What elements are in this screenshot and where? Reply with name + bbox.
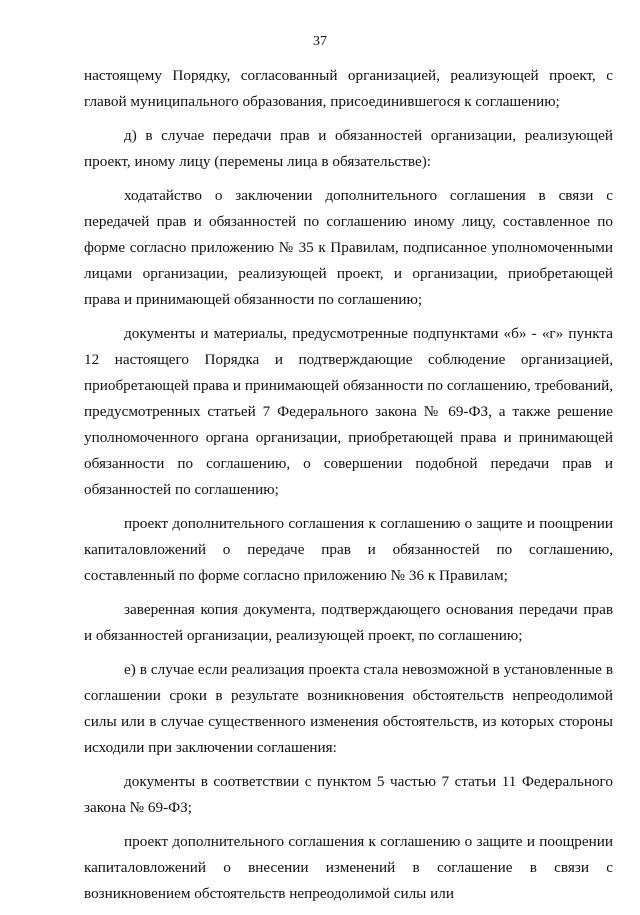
paragraph-documents-materials: документы и материалы, предусмотренные подпунктами «б» - «г» пункта 12 настоящего Порядка и подтверждающие соблюдение организацией, приобретающей права и принимающей обязанности по соглашению, требований, предусмотренных статьей 7 Федерального закона № 69-ФЗ, а также решение уполномоченного органа организации, приобретающей права и принимающей обязанности по соглашению, о совершении подобной передачи прав и обязанностей по соглашению; bbox=[84, 325, 613, 498]
paragraph-documents-law: документы в соответствии с пунктом 5 частью 7 статьи 11 Федерального закона № 69-ФЗ; bbox=[84, 773, 613, 816]
page-number: 37 bbox=[313, 34, 327, 49]
paragraph-draft-agreement: проект дополнительного соглашения к соглашению о защите и поощрении капиталовложений о передаче прав и обязанностей по соглашению, составленный по форме согласно приложению № 36 к Правилам; bbox=[84, 515, 613, 584]
paragraph-item-d: д) в случае передачи прав и обязанностей организации, реализующей проект, иному лицу (перемены лица в обязательстве): bbox=[84, 127, 613, 170]
paragraph-item-e: е) в случае если реализация проекта стала невозможной в установленные в соглашении сроки в результате возникновения обстоятельств непреодолимой силы или в случае существенного изменения обстоятельств, из которых стороны исходили при заключении соглашения: bbox=[84, 661, 613, 756]
paragraph-continuation: настоящему Порядку, согласованный организацией, реализующей проект, с главой муниципального образования, присоединившегося к соглашению; bbox=[84, 67, 613, 110]
paragraph-draft-amendment: проект дополнительного соглашения к соглашению о защите и поощрении капиталовложений о внесении изменений в соглашение в связи с возникновением обстоятельств непреодолимой силы или bbox=[84, 833, 613, 902]
paragraph-petition: ходатайство о заключении дополнительного соглашения в связи с передачей прав и обязанностей по соглашению иному лицу, составленное по форме согласно приложению № 35 к Правилам, подписанное уполномоченными лицами организации, реализующей проект, и организации, приобретающей права и принимающей обязанности по соглашению; bbox=[84, 187, 613, 308]
paragraph-certified-copy: заверенная копия документа, подтверждающего основания передачи прав и обязанностей организации, реализующей проект, по соглашению; bbox=[84, 601, 613, 644]
document-body bbox=[84, 63, 613, 915]
